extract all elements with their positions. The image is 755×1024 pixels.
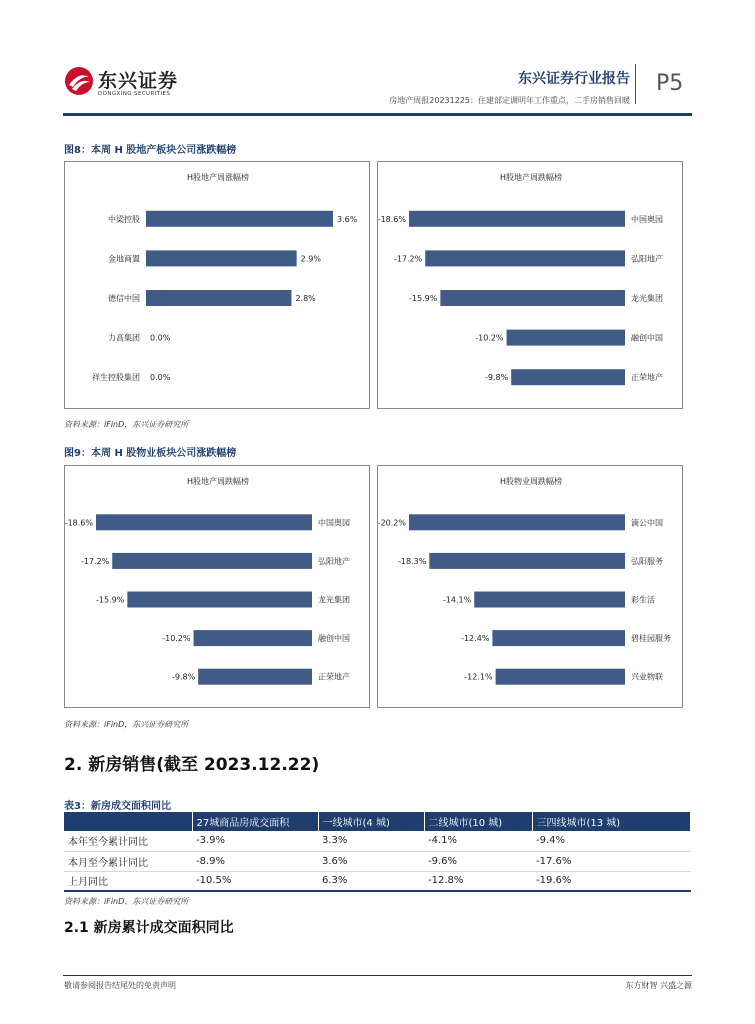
table-cell: -19.6% — [532, 871, 691, 891]
footer-disclaimer: 敬请参阅报告结尾处的免责声明 — [64, 981, 176, 990]
chart-box-h-property-losers — [377, 161, 683, 409]
table-cell: 3.3% — [318, 831, 424, 851]
bar — [112, 553, 312, 569]
table-cell: -3.9% — [192, 831, 318, 851]
category-label: 彩生活 — [631, 595, 655, 605]
bar — [96, 514, 312, 530]
table-header-cell: 一线城市(4 城) — [318, 812, 424, 831]
bar — [440, 290, 625, 306]
table-cell: 本月至今累计同比 — [64, 851, 192, 871]
value-label: -17.2% — [80, 556, 110, 566]
page-number: P5 — [656, 71, 684, 96]
table-cell: -9.6% — [424, 851, 532, 871]
category-label: 兴业物联 — [631, 672, 663, 682]
value-label: -18.6% — [65, 518, 93, 528]
category-label: 碧桂园服务 — [631, 634, 671, 644]
chart-h-property-gainers — [65, 162, 371, 410]
value-label: -18.6% — [378, 214, 406, 224]
category-label: 正荣地产 — [318, 672, 350, 682]
value-label: -17.2% — [393, 254, 423, 264]
value-label: -9.8% — [171, 672, 196, 682]
chart-h-services-losers — [378, 466, 684, 709]
bar — [146, 250, 297, 266]
header-divider — [635, 64, 636, 104]
section-title: 2. 新房销售(截至 2023.12.22) — [64, 755, 320, 775]
value-label: -12.4% — [461, 634, 490, 644]
bar — [146, 211, 333, 227]
figure-8-source: 资料来源：iFinD，东兴证券研究所 — [64, 420, 189, 429]
category-label: 德信中国 — [108, 294, 140, 303]
value-label: -10.2% — [162, 634, 191, 644]
value-label: -15.9% — [96, 595, 125, 605]
category-label: 融创中国 — [318, 634, 350, 644]
category-label: 龙光集团 — [318, 595, 350, 605]
category-label: 中梁控股 — [108, 214, 140, 224]
bar — [198, 669, 312, 685]
value-label: 2.9% — [300, 254, 321, 264]
logo-company-name: 东兴证券 — [98, 70, 179, 92]
category-label: 弘阳服务 — [631, 556, 663, 566]
table-row — [64, 851, 691, 871]
figure-9-title: 图9：本周 H 股物业板块公司涨跌幅榜 — [64, 448, 237, 459]
bar — [146, 290, 291, 306]
bar — [127, 592, 312, 608]
bar — [507, 330, 625, 346]
category-label: 正荣地产 — [631, 373, 663, 383]
chart-box-h-property-losers-2 — [64, 465, 370, 708]
value-label: 3.6% — [337, 214, 358, 224]
logo-company-name-en: DONGXING SECURITIES — [98, 91, 171, 97]
table-cell: -4.1% — [424, 831, 532, 851]
report-subtitle: 房地产周报20231225：住建部定调明年工作重点，二手房销售回暖 — [389, 96, 630, 105]
chart-h-property-losers-2 — [65, 466, 371, 709]
table-cell: -17.6% — [532, 851, 691, 871]
chart-title: H股地产周跌幅榜 — [186, 477, 250, 486]
bar — [474, 592, 625, 608]
table-header-row — [64, 812, 691, 831]
table-cell: -10.5% — [192, 871, 318, 891]
bar — [425, 250, 625, 266]
value-label: -10.2% — [475, 333, 504, 343]
value-label: -12.1% — [464, 672, 493, 682]
table-header-cell: 三四线城市(13 城) — [532, 812, 691, 831]
chart-title: H股地产周跌幅榜 — [499, 173, 563, 182]
category-label: 中国奥园 — [318, 518, 350, 528]
table-row — [64, 871, 691, 891]
subsection-title: 2.1 新房累计成交面积同比 — [64, 920, 234, 936]
table-cell: 上月同比 — [64, 871, 192, 891]
table-row — [64, 831, 691, 851]
table-3-source: 资料来源：iFinD、东兴证券研究所 — [64, 897, 189, 906]
table-cell: -9.4% — [532, 831, 691, 851]
chart-box-h-property-gainers — [64, 161, 370, 409]
value-label: -20.2% — [378, 518, 406, 528]
value-label: -9.8% — [484, 373, 509, 383]
bar — [492, 630, 625, 646]
value-label: -14.1% — [442, 595, 472, 605]
value-label: 0.0% — [150, 373, 171, 383]
category-label: 中国奥园 — [631, 214, 663, 224]
value-label: -18.3% — [398, 556, 427, 566]
table-new-home-area-yoy — [64, 812, 691, 892]
bar — [496, 669, 625, 685]
table-cell: 6.3% — [318, 871, 424, 891]
category-label: 滴公中国 — [631, 518, 663, 528]
bar — [194, 630, 312, 646]
table-header-cell: 二线城市(10 城) — [424, 812, 532, 831]
category-label: 力高集团 — [108, 333, 140, 343]
table-cell: 本年至今累计同比 — [64, 831, 192, 851]
value-label: 2.8% — [295, 294, 316, 303]
bar — [429, 553, 625, 569]
category-label: 金地商置 — [108, 254, 140, 264]
table-cell: -12.8% — [424, 871, 532, 891]
category-label: 融创中国 — [631, 333, 663, 343]
footer-slogan: 东方财智 兴盛之源 — [625, 981, 692, 990]
chart-title: H股物业周跌幅榜 — [499, 477, 563, 486]
chart-box-h-services-losers — [377, 465, 683, 708]
value-label: 0.0% — [150, 333, 171, 343]
header-rule — [63, 113, 692, 116]
category-label: 弘阳地产 — [318, 556, 350, 566]
footer-rule — [63, 975, 692, 976]
company-logo-icon — [64, 66, 94, 96]
bar — [511, 369, 625, 385]
category-label: 弘阳地产 — [631, 254, 663, 264]
chart-h-property-losers — [378, 162, 684, 410]
chart-title: H股地产周涨幅榜 — [186, 173, 250, 182]
figure-8-title: 图8：本周 H 股地产板块公司涨跌幅榜 — [64, 145, 237, 156]
figure-9-source: 资料来源：iFinD，东兴证券研究所 — [64, 720, 189, 729]
category-label: 祥生控股集团 — [92, 373, 140, 383]
table-cell: -8.9% — [192, 851, 318, 871]
bar — [409, 514, 625, 530]
table-header-cell: 27城商品房成交面积 — [192, 812, 318, 831]
table-cell: 3.6% — [318, 851, 424, 871]
table-3-title: 表3：新房成交面积同比 — [64, 801, 171, 812]
category-label: 龙光集团 — [631, 294, 663, 303]
bar — [409, 211, 625, 227]
value-label: -15.9% — [409, 294, 438, 303]
table-header-cell — [64, 812, 192, 831]
report-title: 东兴证券行业报告 — [518, 71, 630, 87]
